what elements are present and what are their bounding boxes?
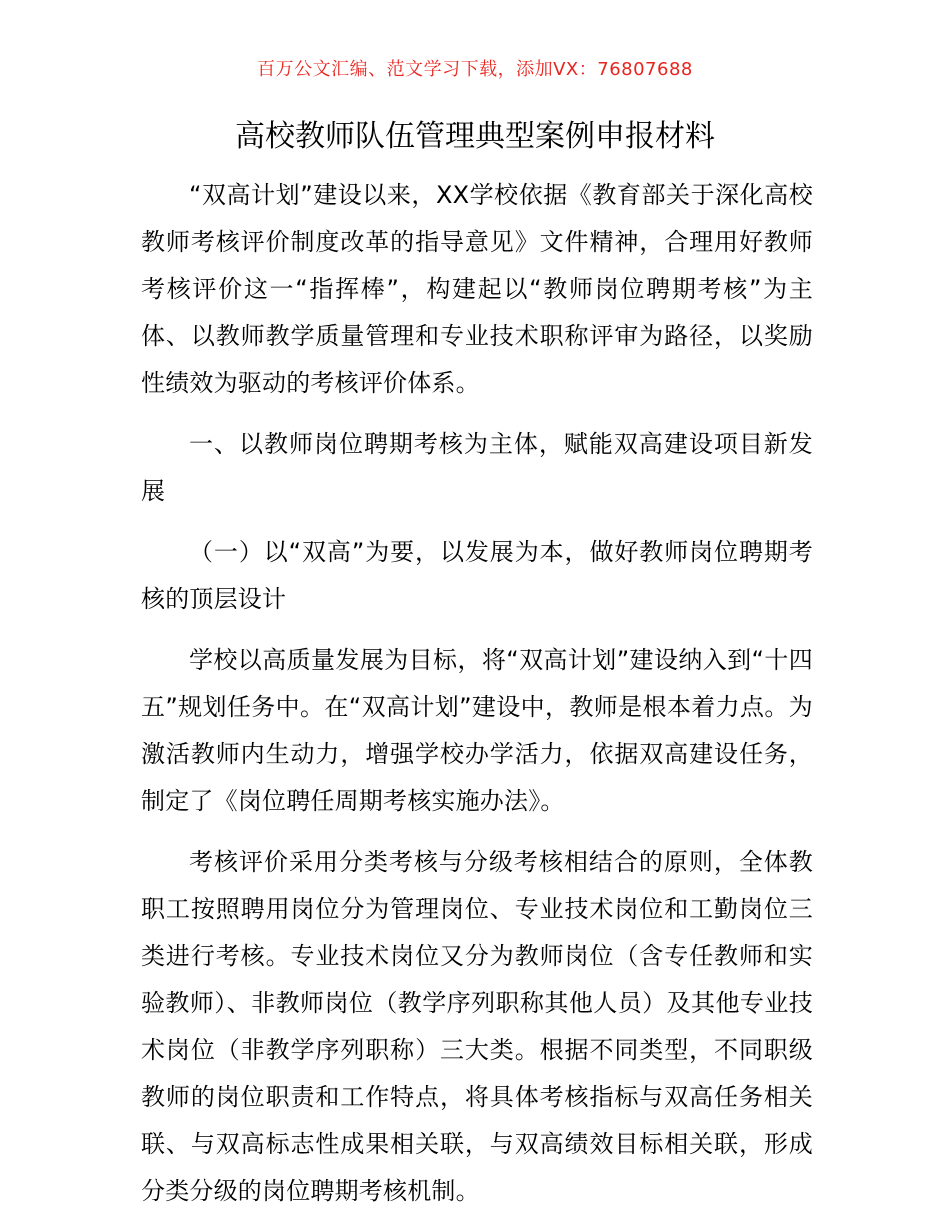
subsection-heading-1: （一）以“双高”为要，以发展为本，做好教师岗位聘期考核的顶层设计 — [141, 538, 813, 613]
document-title: 高校教师队伍管理典型案例申报材料 — [235, 119, 715, 154]
document-body — [141, 172, 813, 1215]
watermark-banner: 百万公文汇编、范文学习下载，添加VX：76807688 — [257, 59, 693, 80]
intro-paragraph: “双高计划”建设以来，XX学校依据《教育部关于深化高校教师考核评价制度改革的指导意见》文件精神，合理用好教师考核评价这一“指挥棒”，构建起以“教师岗位聘期考核”为主体、以教师教学质量管理和专业技术职称评审为路径，以奖励性绩效为驱动的考核评价体系。 — [141, 181, 813, 397]
body-paragraph: 考核评价采用分类考核与分级考核相结合的原则，全体教职工按照聘用岗位分为管理岗位、专业技术岗位和工勤岗位三类进行考核。专业技术岗位又分为教师岗位（含专任教师和实验教师）、非教师岗位（教学序列职称其他人员）及其他专业技术岗位（非教学序列职称）三大类。根据不同类型，不同职级教师的岗位职责和工作特点，将具体考核指标与双高任务相关联、与双高标志性成果相关联，与双高绩效目标相关联，形成分类分级的岗位聘期考核机制。 — [141, 848, 813, 1205]
body-paragraph: 学校以高质量发展为目标，将“双高计划”建设纳入到“十四五”规划任务中。在“双高计划”建设中，教师是根本着力点。为激活教师内生动力，增强学校办学活力，依据双高建设任务，制定了《岗位聘任周期考核实施办法》。 — [141, 646, 813, 815]
section-heading-1: 一、以教师岗位聘期考核为主体，赋能双高建设项目新发展 — [141, 430, 813, 505]
